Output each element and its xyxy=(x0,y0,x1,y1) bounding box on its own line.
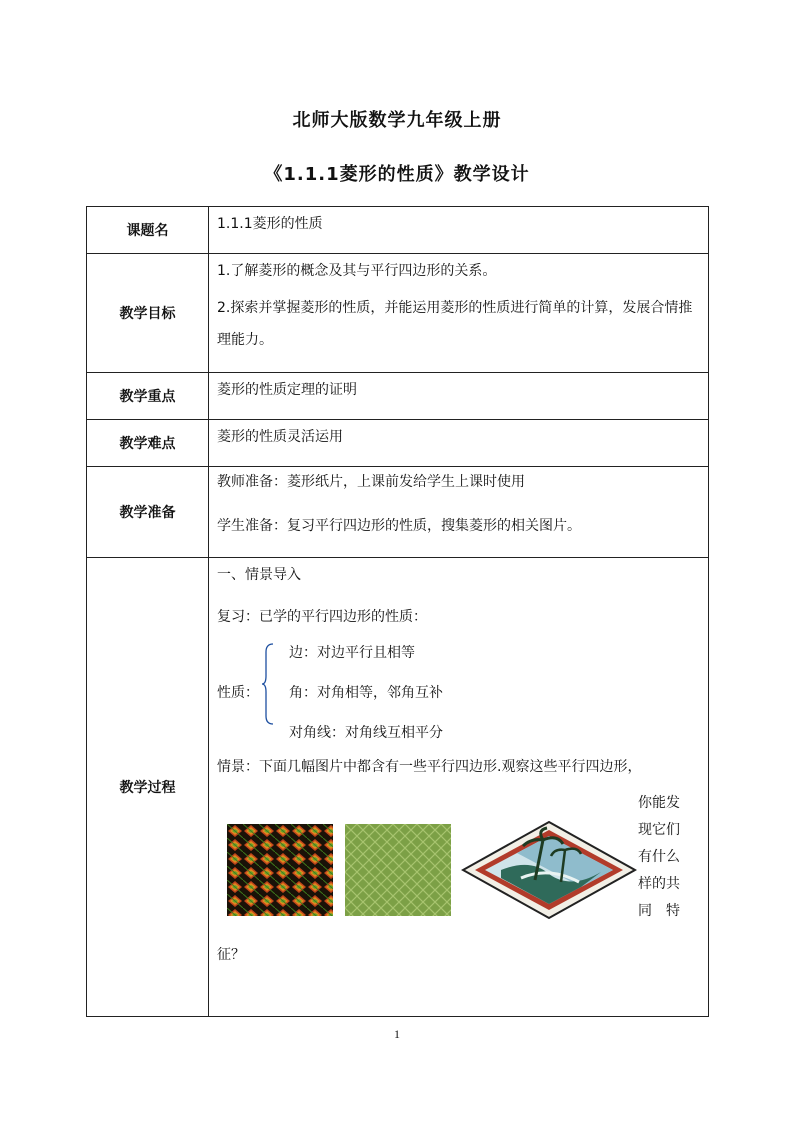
table-row xyxy=(87,207,709,254)
goals-label: 教学目标 xyxy=(87,254,209,373)
table-row xyxy=(87,420,709,467)
table-row xyxy=(87,558,709,1017)
key-cell xyxy=(209,373,709,420)
difficulty-label: 教学难点 xyxy=(87,420,209,467)
document-title: 北师大版数学九年级上册 xyxy=(292,110,502,131)
side-line: 有什么 xyxy=(638,849,680,865)
topic-cell xyxy=(209,207,709,254)
goal-2: 2.探索并掌握菱形的性质，并能运用菱形的性质进行简单的计算，发展合情推理能力。 xyxy=(217,300,693,348)
prep-student: 学生准备：复习平行四边形的性质，搜集菱形的相关图片。 xyxy=(217,518,581,534)
ending-text: 征？ xyxy=(217,947,245,963)
prep-label: 教学准备 xyxy=(87,467,209,558)
side-line: 现它们 xyxy=(638,822,680,838)
side-line: 样的共 xyxy=(638,876,680,892)
scene-text: 情景：下面几幅图片中都含有一些平行四边形.观察这些平行四边形， xyxy=(217,759,642,775)
property-diagonal: 对角线：对角线互相平分 xyxy=(289,725,443,741)
side-line: 同 特 xyxy=(638,903,680,919)
table-row xyxy=(87,254,709,373)
topic-label: 课题名 xyxy=(87,207,209,254)
document-subtitle: 《1.1.1菱形的性质》教学设计 xyxy=(264,164,530,185)
properties-label: 性质： xyxy=(217,685,259,701)
properties-block xyxy=(217,642,700,746)
key-label: 教学重点 xyxy=(87,373,209,420)
goal-1: 1.了解菱形的概念及其与平行四边形的关系。 xyxy=(217,263,497,279)
left-brace-icon xyxy=(261,642,275,726)
prep-cell xyxy=(209,467,709,558)
page-number: 1 xyxy=(394,1027,400,1041)
table-row xyxy=(87,467,709,558)
process-label: 教学过程 xyxy=(87,558,209,1017)
difficulty-value: 菱形的性质灵活运用 xyxy=(217,429,343,445)
section-heading: 一、情景导入 xyxy=(217,567,301,583)
side-text-column xyxy=(638,790,700,925)
key-value: 菱形的性质定理的证明 xyxy=(217,382,357,398)
property-side: 边：对边平行且相等 xyxy=(289,645,415,661)
side-line: 你能发 xyxy=(638,795,680,811)
prep-teacher: 教师准备：菱形纸片，上课前发给学生上课时使用 xyxy=(217,474,525,490)
green-quilted-image xyxy=(345,824,451,916)
table-row xyxy=(87,373,709,420)
topic-value: 1.1.1菱形的性质 xyxy=(217,216,323,232)
process-cell xyxy=(209,558,709,1017)
difficulty-cell xyxy=(209,420,709,467)
review-text: 复习：已学的平行四边形的性质： xyxy=(217,609,427,625)
goals-cell xyxy=(209,254,709,373)
rhombus-painting-image xyxy=(461,820,637,920)
property-angle: 角：对角相等，邻角互补 xyxy=(289,685,443,701)
woven-pattern-image xyxy=(227,824,333,916)
lesson-plan-table xyxy=(86,206,709,1017)
picture-row xyxy=(217,790,700,950)
